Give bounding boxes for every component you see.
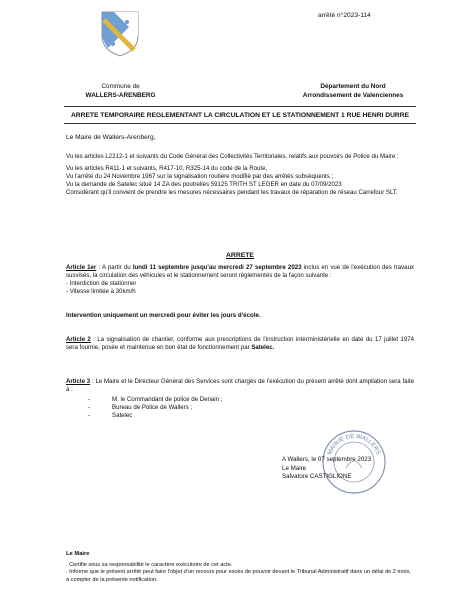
article-1 <box>66 264 414 296</box>
article-2-company: Satelec. <box>251 343 275 351</box>
article-1-text-a: : A partir du <box>96 264 133 271</box>
decree-reference: arrêté n°2023-114 <box>318 12 371 19</box>
stamp-text: MAIRIE DE WALLERS <box>327 433 381 456</box>
article-3 <box>66 378 414 420</box>
commune-name: WALLERS-ARENBERG <box>85 91 156 99</box>
signature-role: Le Maire <box>282 464 307 472</box>
signature-place-date: A Wallers, le 07 septembre 2023 <box>282 456 372 463</box>
article-2-label: Article 2 <box>66 336 91 343</box>
intervention-note: Intervention uniquement un mercredi pour éviter les jours d'école. <box>66 312 261 319</box>
footer-line: . Informe que le présent arrêté peut faire l'objet d'un recours pour excès de pouvoir devant le Tribunal Administratif dans un délai de 2 mois, à compter de la présente notification. <box>66 569 411 583</box>
article-2 <box>66 336 414 352</box>
coat-of-arms-icon <box>100 10 140 58</box>
arrondissement-name: Arrondissement de Valenciennes <box>302 91 404 99</box>
intro-line: Le Maire de Wallers-Arenberg, <box>66 134 156 141</box>
article-3-text: : Le Maire et le Directeur Général des Services sont chargés de l'exécution du présent arrêté dont ampliation sera faite à : <box>66 378 414 393</box>
article-1-label: Article 1er <box>66 264 97 271</box>
recipient-item: - Bureau de Police de Wallers ; <box>88 403 193 411</box>
recipients-list <box>66 396 414 420</box>
commune-label: Commune de <box>101 83 140 90</box>
article-1-dates: lundi 11 septembre jusqu'au mercredi 27 septembre 2023 <box>132 264 302 271</box>
article-1-body <box>66 264 414 280</box>
article-2-text: : La signalisation de chantier, conforme aux prescriptions de l'instruction interministérielle en date du 17 juillet 1974 sera fournie, posée et maintenue en bon état de fonctionnement par <box>66 336 414 351</box>
article-3-body <box>66 378 414 394</box>
signature-block <box>282 456 371 482</box>
consideration-item: Vu les articles R411-1 et suivants, R417-10, R325-14 du code de la Route, <box>66 164 268 172</box>
article-1-text-b: inclus en vue de l'exécution des travaux susvisés, la circulation des véhicules et le stationnement seront règlementés de la façon suivante : <box>66 264 414 279</box>
commune-block <box>68 83 173 100</box>
consideration-item: Vu l'arrêté du 24 Novembre 1967 sur la signalisation routière modifié par des arrêtés subséquents ; <box>66 172 334 180</box>
article-2-body <box>66 336 414 352</box>
footer-notice <box>66 551 414 584</box>
consideration-item: Considérant qu'il convient de prendre les mesures nécessaires pendant les travaux de réparation de réseau Carrefour SLT. <box>66 188 398 196</box>
consideration-item: Vu les articles L2212-1 et suivants du Code Général des Collectivités Territoriales, relatifs aux pouvoirs de Police du Maire ; <box>66 153 399 160</box>
department-name: Département du Nord <box>320 83 386 90</box>
considerations <box>66 153 414 197</box>
article-1-item: - Interdiction de stationner <box>66 279 137 287</box>
recipient-item: - Satelec <box>88 411 133 419</box>
arrete-heading: ARRETE <box>226 252 254 259</box>
department-block <box>268 83 438 100</box>
signature-name: Salvatore CASTIGLIONE <box>282 473 352 481</box>
footer-title: Le Maire <box>66 551 90 557</box>
footer-line: . Certifie sous sa responsabilité le caractère exécutoire de cet acte. <box>66 561 233 568</box>
decree-title: ARRETE TEMPORAIRE REGLEMENTANT LA CIRCULATION ET LE STATIONNEMENT 1 RUE HENRI DURRE <box>64 106 416 124</box>
article-3-label: Article 3 <box>66 378 91 385</box>
recipient-item: - M. le Commandant de police de Denain ; <box>88 395 223 403</box>
consideration-item: Vu la demande de Satelec situé 14 ZA des poutrelles 59125 TRITH ST LEGER en date du 07/09/2023 <box>66 180 342 188</box>
article-1-item: - Vitesse limitée à 30km/h <box>66 287 136 295</box>
